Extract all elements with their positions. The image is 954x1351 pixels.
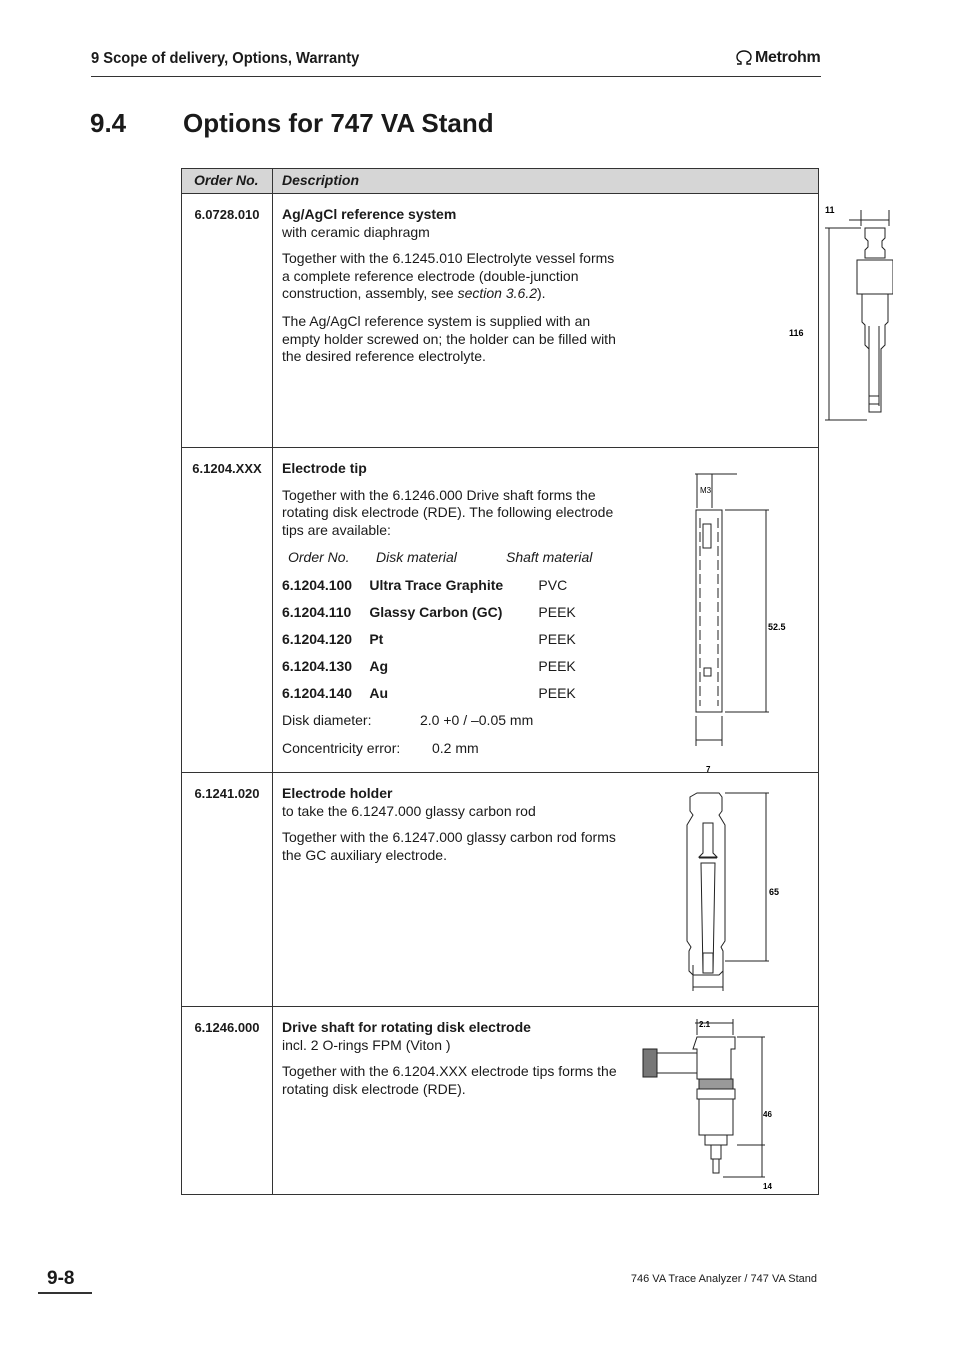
dimension-label: 2.1 bbox=[699, 1020, 711, 1029]
table-row bbox=[182, 194, 819, 448]
tips-header: Order No. Disk material Shaft material bbox=[288, 549, 593, 566]
section-number: 9.4 bbox=[90, 108, 127, 138]
item-name: Electrode tip bbox=[282, 460, 367, 476]
item-name: Electrode holder bbox=[282, 785, 393, 801]
electrode-tips-list bbox=[282, 549, 622, 757]
drive-shaft-drawing bbox=[633, 1013, 793, 1193]
description-cell bbox=[273, 194, 835, 448]
item-paragraph: Together with the 6.1247.000 glassy carbon rod forms the GC auxiliary electrode. bbox=[282, 829, 616, 863]
item-name: Drive shaft for rotating disk electrode bbox=[282, 1019, 531, 1035]
list-item: 6.1204.130 Ag PEEK bbox=[282, 658, 576, 675]
column-header-description: Description bbox=[273, 169, 819, 194]
table-header-row bbox=[182, 169, 819, 194]
document-title: 746 VA Trace Analyzer / 747 VA Stand bbox=[630, 1273, 817, 1285]
dimension-label: 7 bbox=[706, 765, 711, 773]
metrohm-omega-icon bbox=[735, 50, 753, 66]
dimension-label: 46 bbox=[763, 1110, 772, 1119]
brand-logo bbox=[735, 49, 820, 67]
electrode-holder-drawing bbox=[673, 783, 798, 998]
dimension-label: 116 bbox=[789, 328, 804, 338]
header-rule bbox=[91, 76, 821, 77]
electrode-tip-drawing bbox=[673, 468, 798, 773]
column-header-order: Order No. bbox=[182, 169, 273, 194]
list-item: 6.1204.140 Au PEEK bbox=[282, 685, 576, 702]
disk-diameter-spec: Disk diameter: 2.0 +0 / –0.05 mm bbox=[282, 712, 534, 729]
dimension-label: 52.5 bbox=[768, 622, 786, 632]
item-subtitle: incl. 2 O-rings FPM (Viton ) bbox=[282, 1036, 451, 1053]
order-number: 6.1246.000 bbox=[182, 1007, 273, 1195]
dimension-label: 11 bbox=[825, 206, 835, 215]
item-paragraph: Together with the 6.1245.010 Electrolyte vessel forms a complete reference electrode (double-junction construction, assembly, see section 3.6.2). bbox=[282, 250, 615, 302]
footer-rule bbox=[38, 1292, 92, 1294]
running-header-chapter: 9 Scope of delivery, Options, Warranty bbox=[91, 50, 360, 67]
order-number: 6.0728.010 bbox=[182, 194, 273, 448]
table-row bbox=[182, 448, 819, 773]
description-cell bbox=[273, 773, 819, 1007]
item-paragraph: Together with the 6.1204.XXX electrode tips forms the rotating disk electrode (RDE). bbox=[282, 1063, 617, 1097]
section-title: Options for 747 VA Stand bbox=[183, 108, 494, 138]
description-cell bbox=[273, 448, 819, 773]
concentricity-spec: Concentricity error: 0.2 mm bbox=[282, 740, 479, 757]
dimension-label: M3 bbox=[700, 486, 712, 495]
table-row bbox=[182, 1007, 819, 1195]
section-reference: section 3.6.2 bbox=[457, 285, 537, 302]
dimension-label: 65 bbox=[769, 887, 780, 897]
item-paragraph: Together with the 6.1246.000 Drive shaft forms the rotating disk electrode (RDE). The following electrode tips are available: bbox=[282, 486, 614, 538]
description-cell bbox=[273, 1007, 819, 1195]
list-item: 6.1204.120 Pt PEEK bbox=[282, 631, 576, 648]
dimension-label: 14 bbox=[763, 1182, 772, 1191]
brand-name: Metrohm bbox=[755, 49, 821, 66]
table-row bbox=[182, 773, 819, 1007]
reference-system-drawing bbox=[783, 206, 893, 426]
item-subtitle: with ceramic diaphragm bbox=[282, 223, 430, 240]
page-number: 9-8 bbox=[47, 1268, 75, 1289]
list-item: 6.1204.100 Ultra Trace Graphite PVC bbox=[282, 576, 568, 593]
options-table bbox=[181, 168, 835, 1195]
order-number: 6.1241.020 bbox=[182, 773, 273, 1007]
item-paragraph: The Ag/AgCl reference system is supplied with an empty holder screwed on; the holder can be filled with the desired reference electrolyte. bbox=[282, 312, 616, 365]
item-name: Ag/AgCl reference system bbox=[282, 206, 457, 222]
list-item: 6.1204.110 Glassy Carbon (GC) PEEK bbox=[282, 604, 576, 621]
item-subtitle: to take the 6.1247.000 glassy carbon rod bbox=[282, 802, 536, 819]
order-number: 6.1204.XXX bbox=[182, 448, 273, 773]
